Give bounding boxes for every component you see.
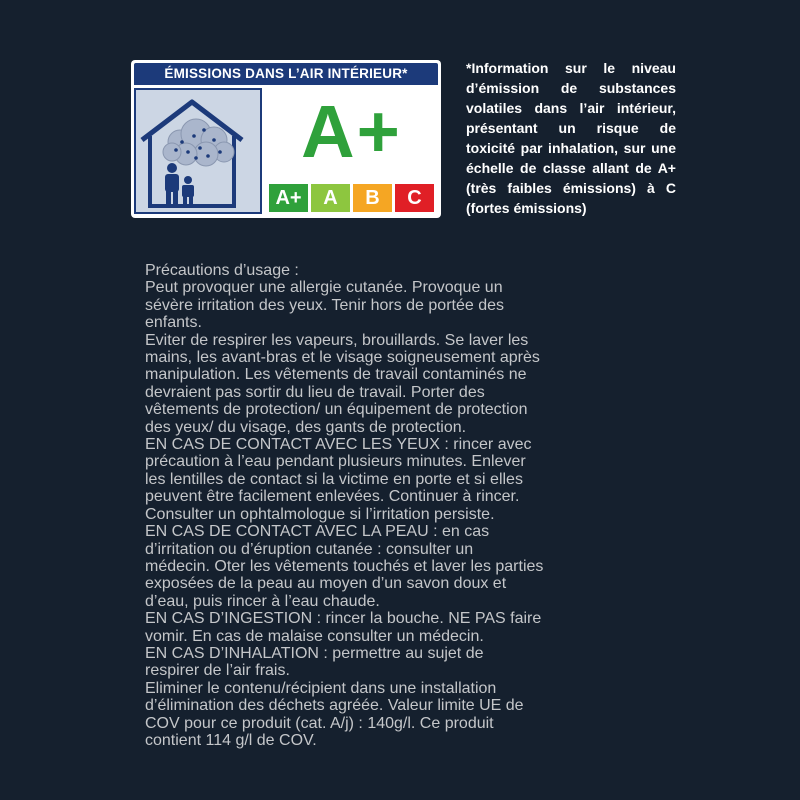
precautions-line: manipulation. Les vêtements de travail contaminés ne [145,366,527,384]
precautions-line: mains, les avant-bras et le visage soigneusement après [145,349,540,367]
house-icon [136,90,260,212]
scale-b: B [353,184,392,212]
precautions-line: COV pour ce produit (cat. A/j) : 140g/l. Ce produit [145,714,494,732]
scale-c: C [395,184,434,212]
precautions-line: les lentilles de contact si la victime en porte et si elles [145,470,523,488]
precautions-line: EN CAS DE CONTACT AVEC LA PEAU : en cas [145,523,490,541]
precautions-line: vomir. En cas de malaise consulter un médecin. [145,627,484,645]
info-line: d’émission de substances [466,80,676,96]
emissions-label [131,60,441,218]
info-line: (fortes émissions) [466,200,587,216]
precautions-line: d’élimination des déchets agréée. Valeur limite UE de [145,697,524,715]
info-line: *Information sur le niveau [466,60,676,76]
precautions-line: médecin. Oter les vêtements touchés et laver les parties [145,557,544,575]
precautions-line: vêtements de protection/ un équipement de protection [145,401,528,419]
precautions-line: peuvent être facilement enlevées. Continuer à rincer. [145,488,520,506]
precautions-line: EN CAS D’INGESTION : rincer la bouche. NE PAS faire [145,610,542,628]
scale-a: A [311,184,350,212]
precautions-line: Consulter un ophtalmologue si l’irritation persiste. [145,505,495,523]
precautions-line: exposées de la peau au moyen d’un savon doux et [145,575,507,593]
grade-panel [265,88,438,214]
precautions-line: contient 114 g/l de COV. [145,731,317,749]
precautions-text [145,262,665,749]
precautions-line: Peut provoquer une allergie cutanée. Provoque un [145,279,503,297]
house-with-family-and-cloud-icon [134,88,262,214]
precautions-line: Eliminer le contenu/récipient dans une installation [145,679,497,697]
precautions-line: sévère irritation des yeux. Tenir hors de portée des [145,296,505,314]
precautions-line: devraient pas sortir du lieu de travail. Porter des [145,383,485,401]
precautions-line: des yeux/ du visage, des gants de protection. [145,418,467,436]
precautions-line: Eviter de respirer les vapeurs, brouillards. Se laver les [145,331,529,349]
precautions-line: enfants. [145,314,202,332]
info-line: échelle de classe allant de A+ [466,160,676,176]
precautions-line: d’eau, puis rincer à l’eau chaude. [145,592,380,610]
family-icon [165,163,194,206]
grade-scale [269,184,434,212]
precautions-line: précaution à l’eau pendant plusieurs minutes. Enlever [145,453,526,471]
precautions-line: EN CAS DE CONTACT AVEC LES YEUX : rincer avec [145,436,532,454]
info-line: présentant un risque de [466,120,676,136]
scale-aplus: A+ [269,184,308,212]
grade-value: A+ [301,90,402,173]
precautions-line: d’irritation ou d’éruption cutanée : consulter un [145,540,474,558]
precautions-line: respirer de l’air frais. [145,662,290,680]
precautions-line: EN CAS D’INHALATION : permettre au sujet de [145,644,484,662]
info-line: toxicité par inhalation, sur une [466,140,676,156]
info-text [466,58,676,218]
info-line: volatiles dans l’air intérieur, [466,100,676,116]
label-header: ÉMISSIONS DANS L’AIR INTÉRIEUR* [134,63,438,85]
info-line: (très faibles émissions) à C [466,180,676,196]
precautions-title: Précautions d’usage : [145,262,299,279]
